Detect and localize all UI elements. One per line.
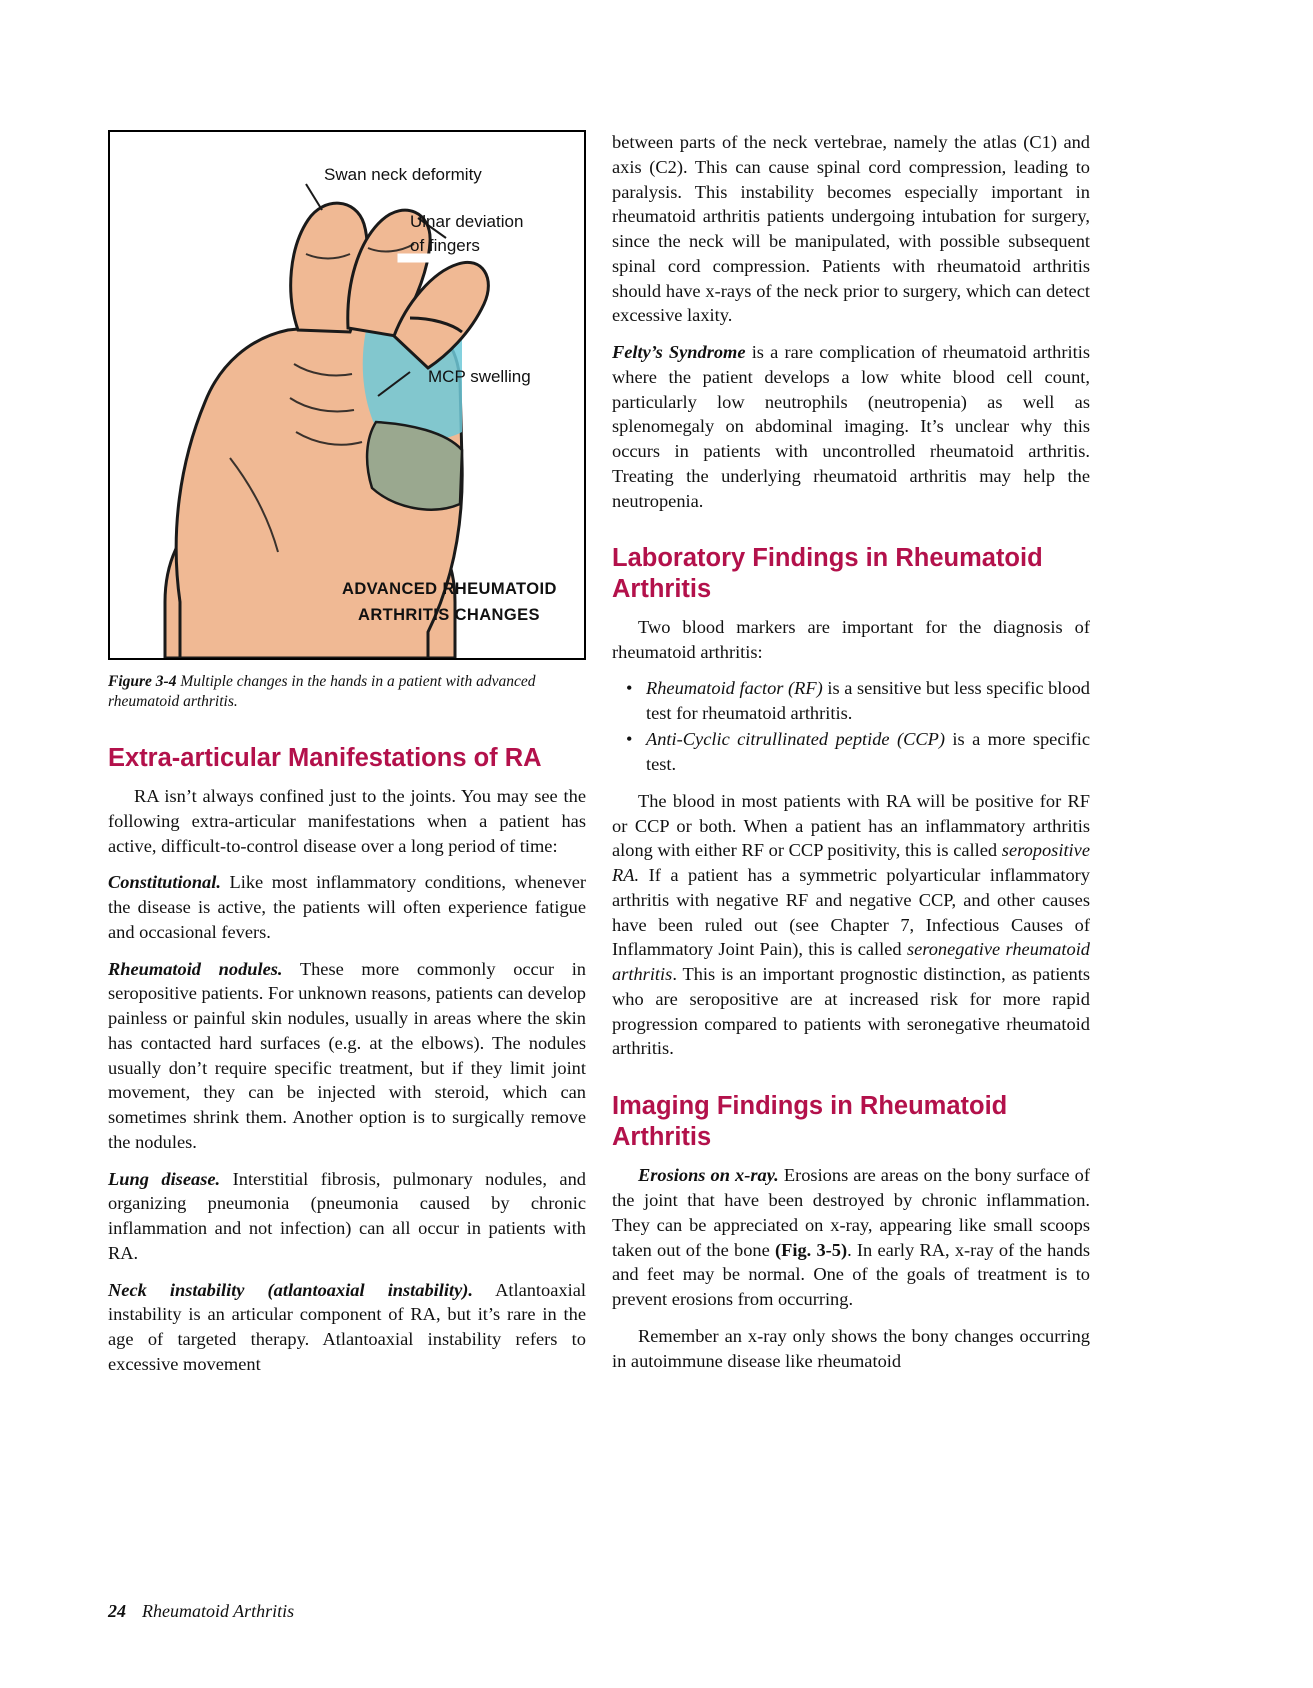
- list-item: [646, 727, 1090, 777]
- paragraph-constitutional: [108, 870, 586, 944]
- term-seropositive-ra: seropositive RA.: [612, 840, 1090, 886]
- lead-lung-disease: Lung disease.: [108, 1168, 221, 1189]
- paragraph-lung-disease: [108, 1167, 586, 1266]
- footer-chapter-title: Rheumatoid Arthritis: [142, 1601, 295, 1621]
- lead-feltys-syndrome: Felty’s Syndrome: [612, 342, 746, 362]
- text-feltys-syndrome: is a rare complication of rheumatoid arthritis where the patient develops a low white blood cell count, particularly low neutrophils (neutropenia) as well as splenomegaly on abdominal imaging. It’s unclear why this occurs in patients with uncontrolled rheumatoid arthritis. Treating the underlying rheumatoid arthritis may help the neutropenia.: [612, 342, 1090, 511]
- footer-page-number: 24: [108, 1601, 126, 1621]
- text-rheumatoid-nodules: These more commonly occur in seropositive patients. For unknown reasons, patients can develop painless or painful skin nodules, usually in areas where the skin has contacted hard surfaces (e.g. at the elbows). The nodules usually don’t require specific treatment, but if they limit joint movement, they can be injected with steroid, which can sometimes shrink them. Another option is to surgically remove the nodules.: [108, 958, 586, 1152]
- hand-illustration: [110, 132, 584, 658]
- lead-constitutional: Constitutional.: [108, 872, 221, 893]
- label-advanced-line1: ADVANCED RHEUMATOID: [342, 580, 557, 598]
- paragraph-ra-intro: RA isn’t always confined just to the joints. You may see the following extra-articular manifestations when a patient has active, difficult-to-control disease over a long period of time:: [108, 786, 586, 856]
- label-ulnar-deviation-line2: of fingers: [410, 236, 480, 255]
- text-blood-a: The blood in most patients with RA will be positive for RF or CCP or both. When a patient has an inflammatory arthritis along with either RF or CCP positivity, this is called: [612, 790, 1090, 861]
- right-column: [612, 130, 1090, 1385]
- label-advanced-line2: ARTHRITIS CHANGES: [358, 606, 540, 624]
- list-item: [646, 676, 1090, 726]
- figure-caption-number: Figure 3-4: [108, 673, 177, 690]
- label-swan-neck: Swan neck deformity: [324, 165, 482, 184]
- paragraph-remember-xray: Remember an x-ray only shows the bony changes occurring in autoimmune disease like rheumatoid: [612, 1325, 1090, 1371]
- bullet-rf-text: is a sensitive but less specific blood test for rheumatoid arthritis.: [646, 677, 1090, 723]
- figure-caption-text: Multiple changes in the hands in a patient with advanced rheumatoid arthritis.: [108, 673, 536, 711]
- lead-rheumatoid-nodules: Rheumatoid nodules.: [108, 958, 283, 979]
- text-blood-c: . This is an important prognostic distinction, as patients who are seropositive are at increased risk for more rapid progression compared to patients with seronegative rheumatoid arthritis.: [612, 964, 1090, 1059]
- text-lung-disease: Interstitial fibrosis, pulmonary nodules, and organizing pneumonia (pneumonia caused by chronic inflammation and not infection) can all occur in patients with RA.: [108, 1168, 586, 1263]
- text-erosions-a: Erosions are areas on the bony surface of the joint that have been destroyed by chronic inflammation. They can be appreciated on x-ray, appearing like small scoops taken out of the bone: [612, 1165, 1090, 1260]
- text-neck-instability: Atlantoaxial instability is an articular component of RA, but it’s rare in the age of targeted therapy. Atlantoaxial instability refers to excessive movement: [108, 1279, 586, 1374]
- heading-extra-articular: Extra-articular Manifestations of RA: [108, 743, 542, 772]
- heading-imaging-findings: Imaging Findings in Rheumatoid Arthritis: [612, 1092, 1008, 1152]
- paragraph-neck-continued: between parts of the neck vertebrae, namely the atlas (C1) and axis (C2). This can cause spinal cord compression, leading to paralysis. This instability becomes especially important in rheumatoid arthritis patients undergoing intubation for surgery, since the neck will be manipulated, with possible subsequent spinal cord compression. Patients with rheumatoid arthritis should have x-rays of the neck prior to surgery, which can detect excessive laxity.: [612, 132, 1090, 326]
- paragraph-blood-markers: [612, 789, 1090, 1061]
- text-constitutional: Like most inflammatory conditions, whenever the disease is active, the patients will often experience fatigue and occasional fevers.: [108, 872, 586, 942]
- lead-erosions: Erosions on x-ray.: [638, 1165, 779, 1186]
- markers-list: [612, 676, 1090, 777]
- paragraph-neck-instability: [108, 1278, 586, 1377]
- page-footer: [108, 1601, 294, 1622]
- paragraph-two-markers: Two blood markers are important for the diagnosis of rheumatoid arthritis:: [612, 617, 1090, 663]
- bullet-rf-term: Rheumatoid factor (RF): [646, 677, 823, 698]
- lead-neck-instability: Neck instability (atlantoaxial instability).: [108, 1279, 474, 1300]
- label-ulnar-deviation-line1: Ulnar deviation: [410, 212, 524, 231]
- figure-caption: [108, 672, 586, 713]
- text-erosions-b: . In early RA, x-ray of the hands and feet may be normal. One of the goals of treatment is to prevent erosions from occurring.: [612, 1239, 1090, 1310]
- paragraph-erosions: [612, 1163, 1090, 1312]
- heading-laboratory-findings: Laboratory Findings in Rheumatoid Arthritis: [612, 544, 1043, 604]
- text-blood-b: If a patient has a symmetric polyarticular inflammatory arthritis with negative RF and negative CCP, and other causes have been ruled out (see Chapter 7, Infectious Causes of Inflammatory Joint Pain), this is called: [612, 865, 1090, 960]
- paragraph-feltys-syndrome: [612, 340, 1090, 513]
- paragraph-rheumatoid-nodules: [108, 957, 586, 1155]
- label-mcp-swelling: MCP swelling: [428, 367, 531, 386]
- bullet-ccp-term: Anti-Cyclic citrullinated peptide (CCP): [646, 729, 946, 750]
- figure-reference-3-5: (Fig. 3-5): [774, 1239, 848, 1260]
- left-column: [108, 130, 586, 1389]
- bullet-ccp-text: is a more specific test.: [646, 729, 1091, 775]
- figure-3-4: [108, 130, 586, 660]
- term-seronegative-ra: seronegative rheumatoid arthritis: [612, 939, 1090, 985]
